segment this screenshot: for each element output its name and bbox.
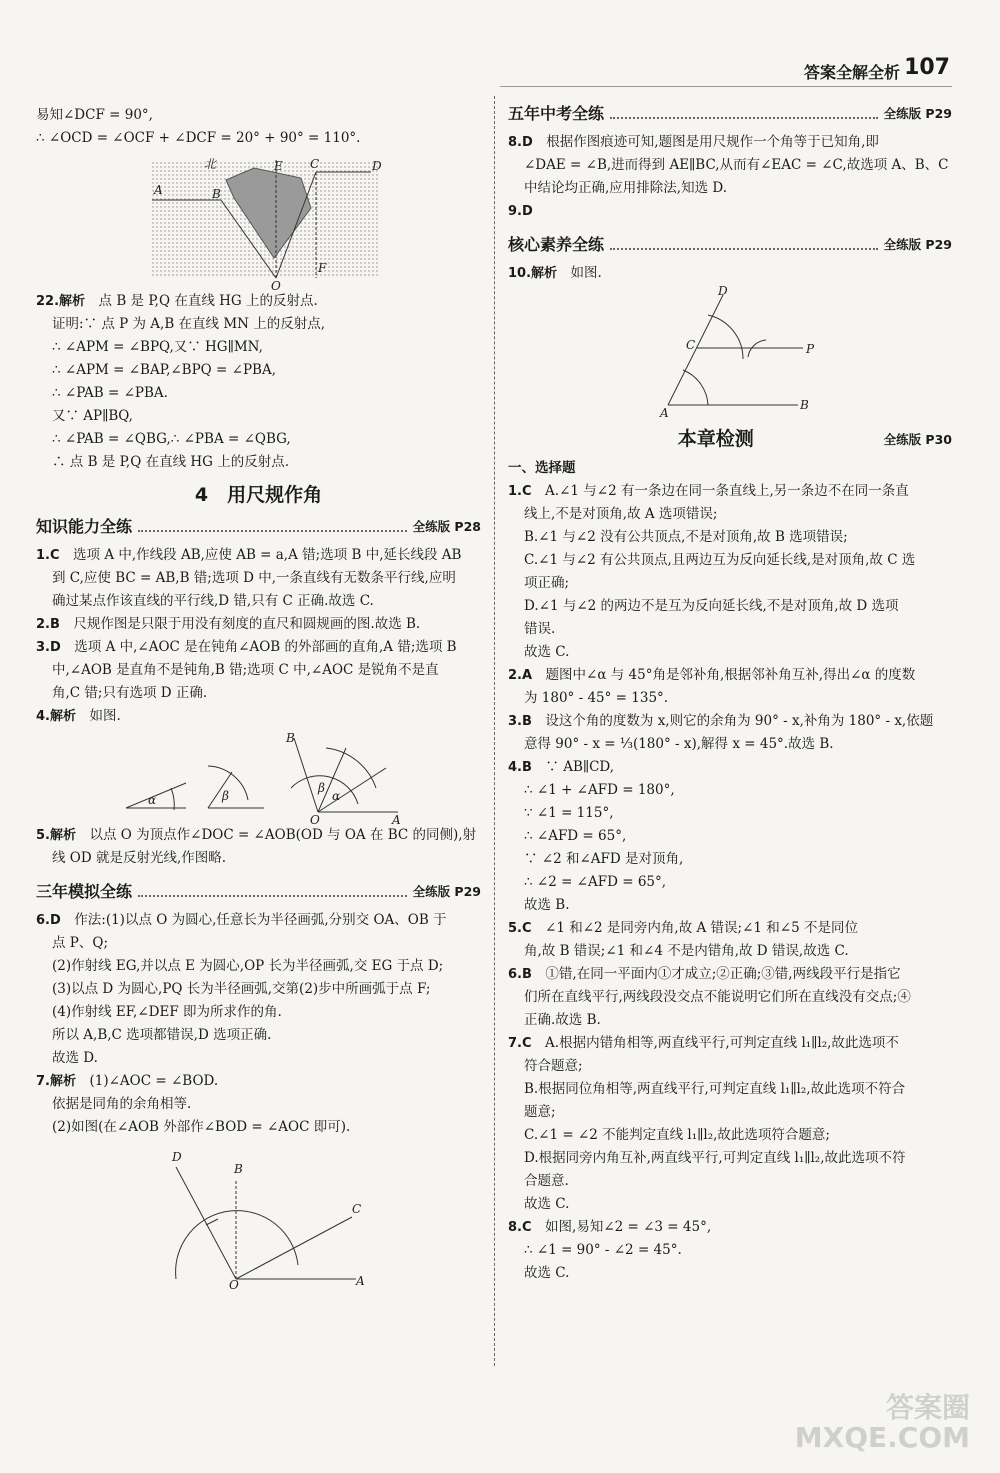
a7-num: 7.C: [508, 1036, 532, 1051]
q10-num: 10.解析: [508, 266, 558, 281]
section-dots: [138, 895, 407, 897]
q6-line-4: (3)以点 D 为圆心,PQ 长为半径画弧,交第(2)步中所画弧于点 F;: [52, 981, 431, 997]
a6-line-2: 们所在直线平行,两线段没交点不能说明它们所在直线没有交点;④: [524, 989, 911, 1005]
section-dots: [138, 530, 407, 532]
label-e: E: [274, 159, 283, 173]
a1-line-1: A.∠1 与∠2 有一条边在同一条直线上,另一条边不在同一条直: [545, 483, 909, 499]
fig7-label-b: B: [234, 1162, 243, 1176]
q8-line-3: 中结论均正确,应用排除法,知选 D.: [524, 180, 728, 196]
section-core: [508, 233, 952, 256]
a5-num: 5.C: [508, 921, 532, 936]
q22-line-5: ∴ ∠PAB = ∠PBA.: [52, 385, 168, 401]
figure-10: [508, 285, 952, 420]
fig7-od: [176, 1167, 236, 1279]
fig10-label-c: C: [686, 338, 696, 352]
q1-line-1: 选项 A 中,作线段 AB,应使 AB = a,A 错;选项 B 中,延长线段 AB: [73, 547, 462, 563]
q22-line-1: 点 B 是 P,Q 在直线 HG 上的反射点.: [98, 293, 318, 309]
q22-line-8: ∴ 点 B 是 P,Q 在直线 HG 上的反射点.: [52, 454, 290, 470]
q6-line-6: 所以 A,B,C 选项都错误,D 选项正确.: [52, 1027, 272, 1043]
a4-line-3: ∵ ∠1 = 115°,: [524, 805, 614, 821]
section-dots: [610, 117, 878, 119]
chapter-title: 4 用尺规作角: [194, 484, 323, 506]
a1-line-6: D.∠1 与∠2 的两边不是互为反向延长线,不是对顶角,故 D 选项: [524, 598, 899, 614]
watermark: [795, 1393, 970, 1453]
section-knowledge-title: 知识能力全练: [36, 517, 133, 536]
label-o: O: [271, 279, 281, 290]
a4-line-6: ∴ ∠2 = ∠AFD = 65°,: [524, 874, 667, 890]
fig4-label-alpha: α: [148, 793, 157, 807]
q7-line-2: 依据是同角的余角相等.: [52, 1096, 192, 1112]
q3-num: 3.D: [36, 640, 61, 655]
q22-line-7: ∴ ∠PAB = ∠QBG,∴ ∠PBA = ∠QBG,: [52, 431, 291, 447]
figure-4: [36, 728, 481, 824]
q3-line-3: 角,C 错;只有选项 D 正确.: [52, 685, 208, 701]
fig7-arc: [176, 1211, 298, 1279]
q10-line-1: 如图.: [570, 265, 602, 281]
a4-num: 4.B: [508, 760, 532, 775]
a4-line-2: ∴ ∠1 + ∠AFD = 180°,: [524, 782, 675, 798]
label-d: D: [372, 159, 382, 173]
q8-line-2: ∠DAE = ∠B,进而得到 AE∥BC,从而有∠EAC = ∠C,故选项 A、B、C: [524, 157, 949, 173]
label-b: B: [212, 187, 221, 201]
q5-num: 5.解析: [36, 828, 76, 843]
q7-line-3: (2)如图(在∠AOB 外部作∠BOD = ∠AOC 即可).: [52, 1119, 351, 1135]
a6-num: 6.B: [508, 967, 532, 982]
a1-line-8: 故选 C.: [524, 644, 570, 660]
q9-num: 9.D: [508, 204, 533, 219]
a7-line-2: 符合题意;: [524, 1058, 583, 1074]
fig10-label-d: D: [718, 285, 728, 298]
fig10-arc-1: [683, 370, 708, 405]
a1-line-5: 项正确;: [524, 575, 570, 591]
fig7-label-c: C: [352, 1202, 362, 1216]
chapter-test: [508, 428, 952, 451]
section-three-years-title: 三年模拟全练: [36, 882, 133, 901]
fig4-label-beta: β: [222, 789, 229, 803]
a4-line-7: 故选 B.: [524, 897, 570, 913]
q22-line-6: 又∵ AP∥BQ,: [52, 408, 133, 424]
figure-21: [36, 150, 481, 290]
figure-21-svg: [36, 150, 481, 290]
intro-line-2: ∴ ∠OCD = ∠OCF + ∠DCF = 20° + 90° = 110°.: [36, 130, 361, 146]
q1-line-2: 到 C,应使 BC = AB,B 错;选项 D 中,一条直线有无数条平行线,应明: [52, 570, 456, 586]
a1-line-2: 线上,不是对顶角,故 A 选项错误;: [524, 506, 718, 522]
label-north: 北: [204, 157, 217, 171]
a8-line-2: ∴ ∠1 = 90° - ∠2 = 45°.: [524, 1242, 682, 1258]
a8-line-1: 如图,易知∠2 = ∠3 = 45°,: [545, 1219, 712, 1235]
a8-line-3: 故选 C.: [524, 1265, 570, 1281]
watermark-line-2: MXQE.COM: [794, 1421, 970, 1454]
q22-line-3: ∴ ∠APM = ∠BPQ,又∵ HG∥MN,: [52, 339, 263, 355]
section-core-ref: 全练版 P29: [883, 237, 952, 252]
q7-line-1: (1)∠AOC = ∠BOD.: [89, 1073, 219, 1089]
q4-num: 4.解析: [36, 709, 76, 724]
header-rule: [500, 86, 952, 87]
fig4-label-a: A: [392, 813, 401, 824]
a4-line-4: ∴ ∠AFD = 65°,: [524, 828, 627, 844]
fig4-ray-2: [318, 768, 386, 812]
section-dots: [610, 248, 878, 250]
label-c: C: [310, 157, 320, 171]
watermark-line-1: 答案圈: [885, 1391, 970, 1424]
q5-line-1: 以点 O 为顶点作∠DOC = ∠AOB(OD 与 OA 在 BC 的同侧),射: [89, 827, 477, 843]
chapter-test-title: 本章检测: [677, 428, 754, 450]
section-core-title: 核心素养全练: [508, 235, 605, 254]
section-five-years: [508, 102, 952, 125]
q6-num: 6.D: [36, 913, 61, 928]
q22-line-4: ∴ ∠APM = ∠BAP,∠BPQ = ∠PBA,: [52, 362, 276, 378]
a8-num: 8.C: [508, 1220, 532, 1235]
part-one-title: 一、选择题: [508, 460, 576, 476]
figure-10-svg: [508, 285, 952, 420]
q4-line-1: 如图.: [89, 708, 121, 724]
right-column: [508, 100, 952, 1285]
figure-7-svg: [36, 1139, 481, 1289]
q3-line-1: 选项 A 中,∠AOC 是在钝角∠AOB 的外部画的直角,A 错;选项 B: [74, 639, 457, 655]
a7-line-4: 题意;: [524, 1104, 556, 1120]
column-divider: [494, 96, 495, 1366]
q8-line-1: 根据作图痕迹可知,题图是用尺规作一个角等于已知角,即: [546, 134, 879, 150]
a3-num: 3.B: [508, 714, 532, 729]
q22-line-2: 证明:∵ 点 P 为 A,B 在直线 MN 上的反射点,: [52, 316, 326, 332]
intro-line-1: 易知∠DCF = 90°,: [36, 107, 153, 123]
label-a: A: [154, 183, 163, 197]
section-three-years: [36, 880, 481, 903]
a1-num: 1.C: [508, 484, 532, 499]
fig4-arc-2: [326, 748, 376, 788]
fig4-ob: [294, 738, 318, 812]
a5-line-2: 角,故 B 错误;∠1 和∠4 不是内错角,故 D 错误,故选 C.: [524, 943, 849, 959]
section-five-years-ref: 全练版 P29: [883, 106, 952, 121]
a2-num: 2.A: [508, 668, 533, 683]
q1-num: 1.C: [36, 548, 60, 563]
section-knowledge: [36, 515, 481, 538]
header-title: 答案全解全析: [803, 63, 900, 82]
fig4-alpha-arc: [171, 788, 174, 810]
a2-line-1: 题图中∠α 与 45°角是邻补角,根据邻补角互补,得出∠α 的度数: [545, 667, 916, 683]
fig4-label-o: O: [310, 813, 320, 824]
a1-line-3: B.∠1 与∠2 没有公共顶点,不是对顶角,故 B 选项错误;: [524, 529, 848, 545]
a2-line-2: 为 180° - 45° = 135°.: [524, 690, 669, 706]
fig7-label-a: A: [356, 1274, 365, 1288]
a7-line-5: C.∠1 = ∠2 不能判定直线 l₁∥l₂,故此选项符合题意;: [524, 1127, 830, 1143]
q2-line-1: 尺规作图是只限于用没有刻度的直尺和圆规画的图.故选 B.: [73, 616, 421, 632]
q5-line-2: 线 OD 就是反射光线,作图略.: [52, 850, 227, 866]
fig10-label-a: A: [660, 406, 669, 420]
a1-line-4: C.∠1 与∠2 有公共顶点,且两边互为反向延长线,是对顶角,故 C 选: [524, 552, 916, 568]
figure-4-svg: [36, 728, 481, 824]
fig4-label-b: B: [286, 731, 295, 745]
section-five-years-title: 五年中考全练: [508, 104, 605, 123]
page-number: 107: [904, 55, 950, 80]
a7-line-6: D.根据同旁内角互补,两直线平行,可判定直线 l₁∥l₂,故此选项不符: [524, 1150, 906, 1166]
fig4-label-beta2: β: [318, 781, 325, 795]
a4-line-1: ∵ AB∥CD,: [545, 759, 615, 775]
figure-7: [36, 1139, 481, 1289]
q8-num: 8.D: [508, 135, 533, 150]
q6-line-1: 作法:(1)以点 O 为圆心,任意长为半径画弧,分别交 OA、OB 于: [74, 912, 447, 928]
a3-line-1: 设这个角的度数为 x,则它的余角为 90° - x,补角为 180° - x,依题: [545, 713, 934, 729]
a3-line-2: 意得 90° - x = ⅓(180° - x),解得 x = 45°.故选 B.: [524, 736, 834, 752]
a5-line-1: ∠1 和∠2 是同旁内角,故 A 错误;∠1 和∠5 不是同位: [545, 920, 858, 936]
q6-line-2: 点 P、Q;: [52, 935, 108, 951]
a7-line-1: A.根据内错角相等,两直线平行,可判定直线 l₁∥l₂,故此选项不: [545, 1035, 899, 1051]
q6-line-7: 故选 D.: [52, 1050, 98, 1066]
fig4-label-alpha2: α: [332, 789, 341, 803]
fig10-label-b: B: [800, 398, 809, 412]
q2-num: 2.B: [36, 617, 60, 632]
left-column: [36, 104, 481, 1289]
chapter-test-ref: 全练版 P30: [883, 432, 952, 447]
a1-line-7: 错误.: [524, 621, 556, 637]
a7-line-8: 故选 C.: [524, 1196, 570, 1212]
q22-num: 22.解析: [36, 294, 86, 309]
a6-line-3: 正确.故选 B.: [524, 1012, 601, 1028]
q3-line-2: 中,∠AOB 是直角不是钝角,B 错;选项 C 中,∠AOC 是锐角不是直: [52, 662, 439, 678]
q6-line-3: (2)作射线 EG,并以点 E 为圆心,OP 长为半径画弧,交 EG 于点 D;: [52, 958, 444, 974]
a6-line-1: ①错,在同一平面内①才成立;②正确;③错,两线段平行是指它: [545, 966, 901, 982]
q7-num: 7.解析: [36, 1074, 76, 1089]
section-three-years-ref: 全练版 P29: [412, 884, 481, 899]
q6-line-5: (4)作射线 EF,∠DEF 即为所求作的角.: [52, 1004, 282, 1020]
a7-line-7: 合题意.: [524, 1173, 569, 1189]
fig10-label-p: P: [806, 342, 815, 356]
q1-line-3: 确过某点作该直线的平行线,D 错,只有 C 正确.故选 C.: [52, 593, 374, 609]
fig7-tick: [206, 1219, 218, 1225]
a4-line-5: ∵ ∠2 和∠AFD 是对顶角,: [524, 851, 684, 867]
a7-line-3: B.根据同位角相等,两直线平行,可判定直线 l₁∥l₂,故此选项不符合: [524, 1081, 906, 1097]
label-f: F: [318, 261, 327, 275]
fig10-arc-2: [708, 315, 743, 359]
section-knowledge-ref: 全练版 P28: [412, 519, 481, 534]
fig7-label-o: O: [229, 1278, 239, 1289]
fig7-label-d: D: [172, 1150, 182, 1164]
fig10-ad: [668, 295, 723, 405]
